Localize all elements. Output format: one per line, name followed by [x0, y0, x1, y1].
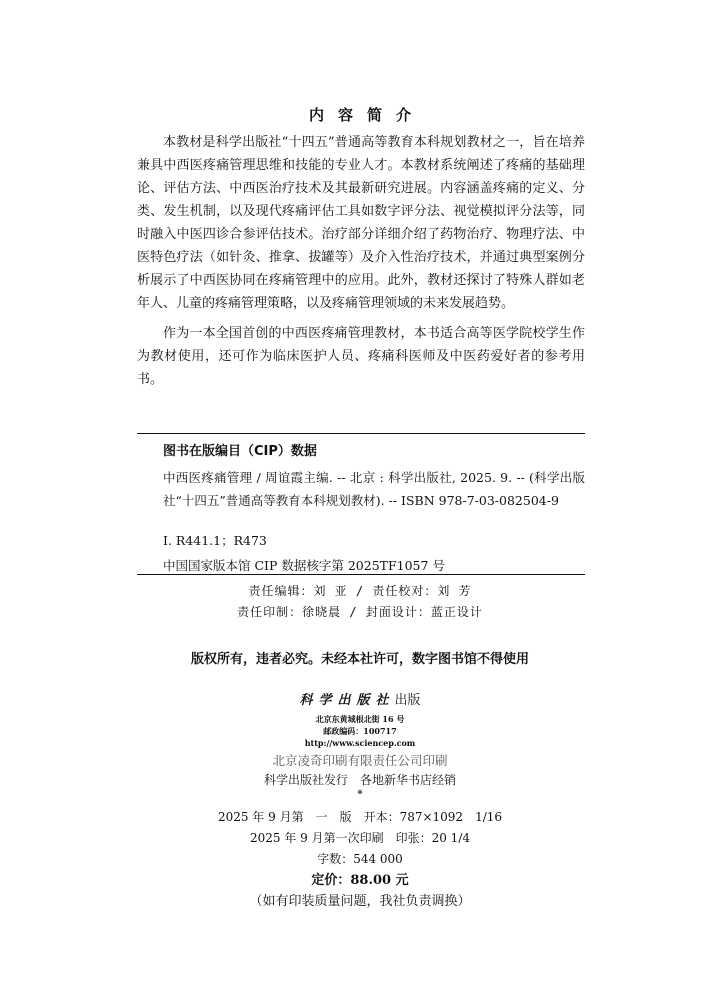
word-count: 字数：544 000 [317, 852, 403, 866]
printing-line: 2025 年 9 月第一次印刷 印张：20 1/4 [249, 831, 470, 845]
cip-record: 中西医疼痛管理 / 周谊霞主编. -- 北京 : 科学出版社, 2025. 9. -- (科学出版社“十四五”普通高等教育本科规划教材). -- ISBN 978-7-03-082504-9 [163, 470, 585, 508]
copyright-notice: 版权所有，违者必究。未经本社许可，数字图书馆不得使用 [190, 652, 529, 667]
cip-bottom-rule [137, 574, 585, 575]
intro-paragraph-2: 作为一本全国首创的中西医疼痛管理教材，本书适合高等医学院校学生作为教材使用，还可作为临床医护人员、疼痛科医师及中医药爱好者的参考用书。 [137, 326, 585, 387]
production-credits: 责任印制：徐晓晨 / 封面设计：蓝正设计 [237, 605, 483, 619]
publisher-name-stylized: 科学出版社 [299, 693, 395, 708]
publisher-name-suffix: 出版 [394, 693, 421, 708]
printer-line: 北京凌奇印刷有限责任公司印刷 [272, 753, 448, 768]
distribution-line: 科学出版社发行 各地新华书店经销 [263, 773, 456, 787]
price: 定价：88.00 元 [311, 873, 409, 888]
publisher-postcode: 邮政编码：100717 [323, 726, 397, 736]
intro-paragraph-1: 本教材是科学出版社“十四五”普通高等教育本科规划教材之一，旨在培养兼具中西医疼痛管理思维和技能的专业人才。本教材系统阐述了疼痛的基础理论、评估方法、中西医治疗技术及其最新研究进展。内容涵盖疼痛的定义、分类、发生机制，以及现代疼痛评估工具如数字评分法、视觉模拟评分法等，同时融入中医四诊合参评估技术。治疗部分详细介绍了药物治疗、物理疗法、中医特色疗法（如针灸、推拿、拔罐等）及介入性治疗技术，并通过典型案例分析展示了中西医协同在疼痛管理中的应用。此外，教材还探讨了特殊人群如老年人、儿童的疼痛管理策略，以及疼痛管理领域的未来发展趋势。 [137, 135, 585, 311]
page-title: 内容简介 [308, 106, 425, 124]
edition-line: 2025 年 9 月第 一 版 开本：787×1092 1/16 [217, 810, 503, 824]
publisher-line [0, 689, 720, 708]
publisher-url: http://www.sciencep.com [304, 738, 416, 748]
quality-notice: （如有印装质量问题，我社负责调换） [249, 894, 471, 909]
cip-heading: 图书在版编目（CIP）数据 [163, 444, 317, 459]
cip-classification: Ⅰ. R441.1；R473 [163, 533, 267, 548]
cip-top-rule [137, 433, 585, 434]
cip-approval: 中国国家版本馆 CIP 数据核字第 2025TF1057 号 [163, 558, 445, 573]
publisher-address: 北京东黄城根北街 16 号 [315, 714, 405, 724]
separator-star: * [357, 789, 363, 800]
editor-credits: 责任编辑：刘 亚 / 责任校对：刘 芳 [248, 584, 472, 598]
